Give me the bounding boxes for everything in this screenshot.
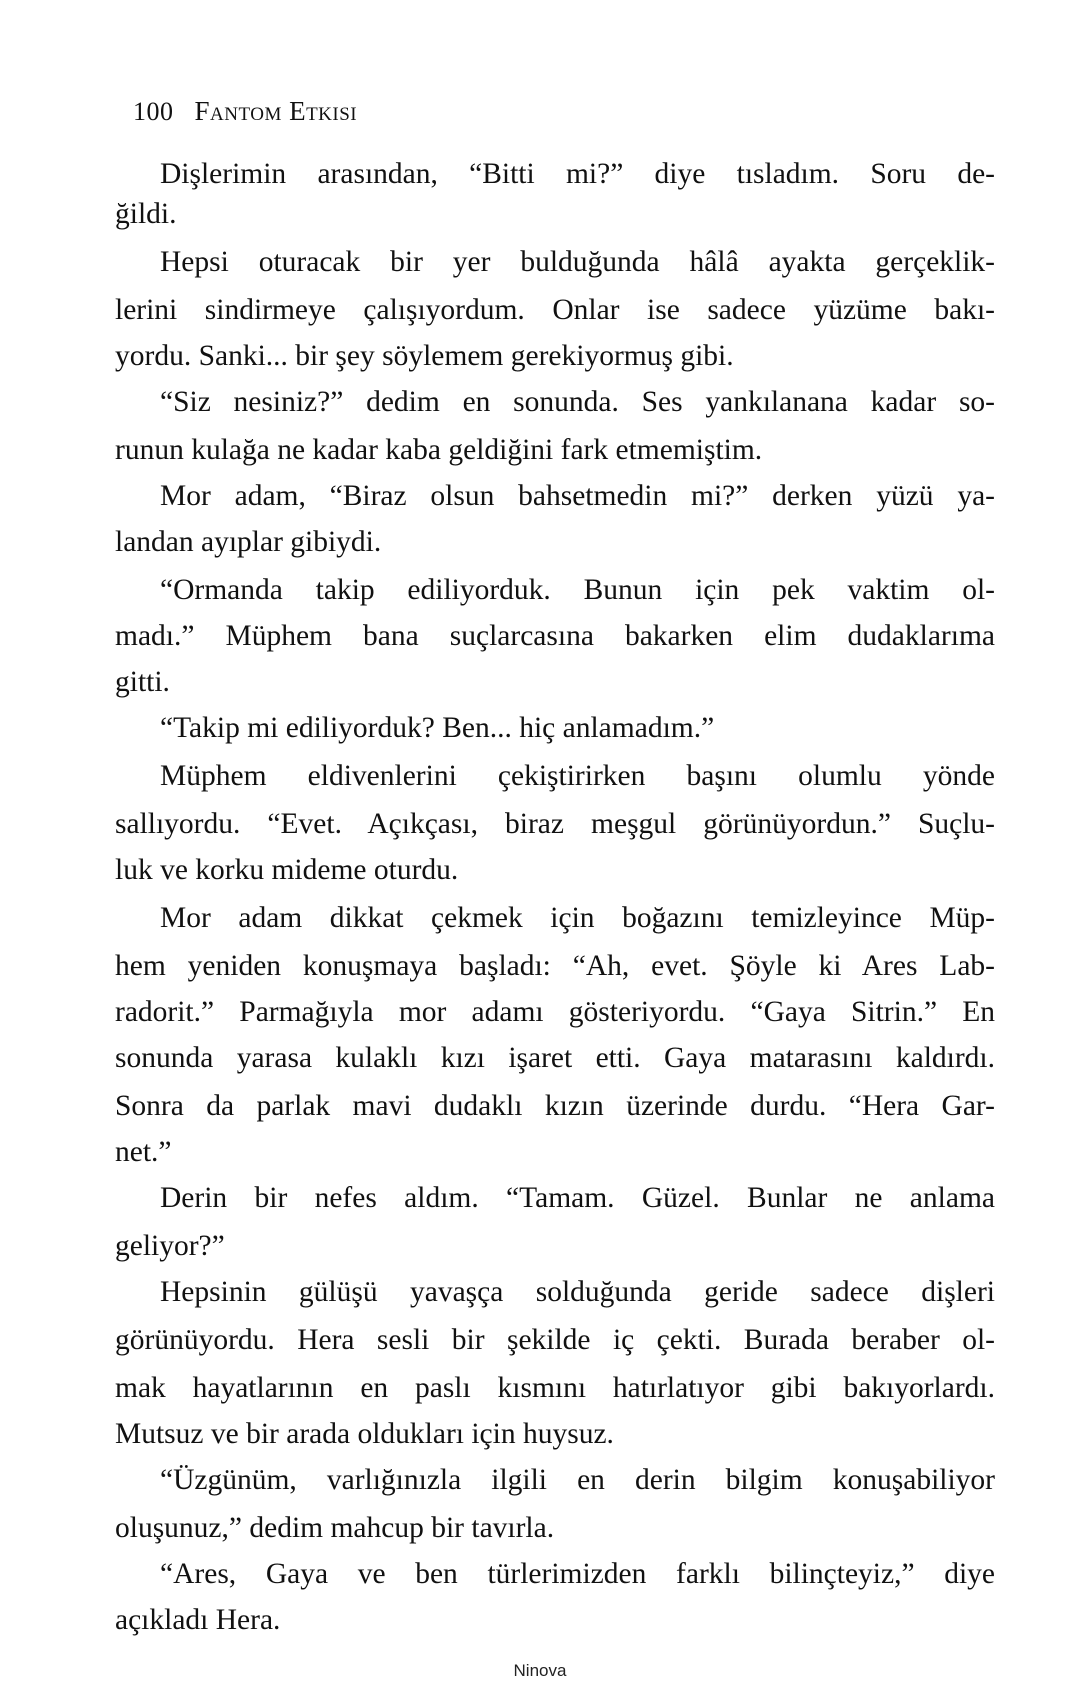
- text-line: ğildi.: [115, 198, 177, 230]
- text-line: madı.” Müphem bana suçlarcasına bakarken elim dudaklarıma: [115, 620, 995, 652]
- page-header: [133, 96, 357, 127]
- text-line: net.”: [115, 1136, 172, 1168]
- text-line: luk ve korku mideme oturdu.: [115, 854, 459, 886]
- text-line: Müphem eldivenlerini çekiştirirken başını olumlu yönde: [160, 760, 995, 792]
- text-line: Sonra da parlak mavi dudaklı kızın üzerinde durdu. “Hera Gar-: [115, 1090, 995, 1122]
- text-line: lerini sindirmeye çalışıyordum. Onlar ise sadece yüzüme bakı-: [115, 294, 995, 326]
- text-line: “Takip mi ediliyorduk? Ben... hiç anlamadım.”: [160, 712, 715, 744]
- text-line: oluşunuz,” dedim mahcup bir tavırla.: [115, 1512, 555, 1544]
- text-line: Dişlerimin arasından, “Bitti mi?” diye tısladım. Soru de-: [160, 158, 995, 190]
- text-line: “Üzgünüm, varlığınızla ilgili en derin bilgim konuşabiliyor: [160, 1464, 995, 1496]
- text-line: Derin bir nefes aldım. “Tamam. Güzel. Bunlar ne anlama: [160, 1182, 995, 1214]
- text-line: “Siz nesiniz?” dedim en sonunda. Ses yankılanana kadar so-: [160, 386, 995, 418]
- text-line: sonunda yarasa kulaklı kızı işaret etti. Gaya matarasını kaldırdı.: [115, 1042, 995, 1074]
- text-line: Hepsinin gülüşü yavaşça solduğunda geride sadece dişleri: [160, 1276, 995, 1308]
- text-line: görünüyordu. Hera sesli bir şekilde iç çekti. Burada beraber ol-: [115, 1324, 995, 1356]
- text-line: yordu. Sanki... bir şey söylemem gerekiyormuş gibi.: [115, 340, 734, 372]
- text-line: radorit.” Parmağıyla mor adamı gösteriyordu. “Gaya Sitrin.” En: [115, 996, 995, 1028]
- running-title: Fantom Etkisi: [194, 96, 358, 126]
- text-line: gitti.: [115, 666, 170, 698]
- text-line: sallıyordu. “Evet. Açıkçası, biraz meşgul görünüyordun.” Suçlu-: [115, 808, 995, 840]
- text-line: Mor adam dikkat çekmek için boğazını temizleyince Müp-: [160, 902, 995, 934]
- text-line: Hepsi oturacak bir yer bulduğunda hâlâ ayakta gerçeklik-: [160, 246, 995, 278]
- text-line: landan ayıplar gibiydi.: [115, 526, 382, 558]
- page-number: 100: [133, 97, 174, 126]
- text-line: hem yeniden konuşmaya başladı: “Ah, evet. Şöyle ki Ares Lab-: [115, 950, 995, 982]
- publisher-footer: Ninova: [513, 1661, 567, 1680]
- text-line: Mutsuz ve bir arada oldukları için huysuz.: [115, 1418, 614, 1450]
- text-line: runun kulağa ne kadar kaba geldiğini fark etmemiştim.: [115, 434, 763, 466]
- text-line: “Ares, Gaya ve ben türlerimizden farklı bilinçteyiz,” diye: [160, 1558, 995, 1590]
- text-line: geliyor?”: [115, 1230, 225, 1262]
- text-line: açıkladı Hera.: [115, 1604, 281, 1636]
- text-line: mak hayatlarının en paslı kısmını hatırlatıyor gibi bakıyorlardı.: [115, 1372, 995, 1404]
- text-line: “Ormanda takip ediliyorduk. Bunun için pek vaktim ol-: [160, 574, 995, 606]
- text-line: Mor adam, “Biraz olsun bahsetmedin mi?” derken yüzü ya-: [160, 480, 995, 512]
